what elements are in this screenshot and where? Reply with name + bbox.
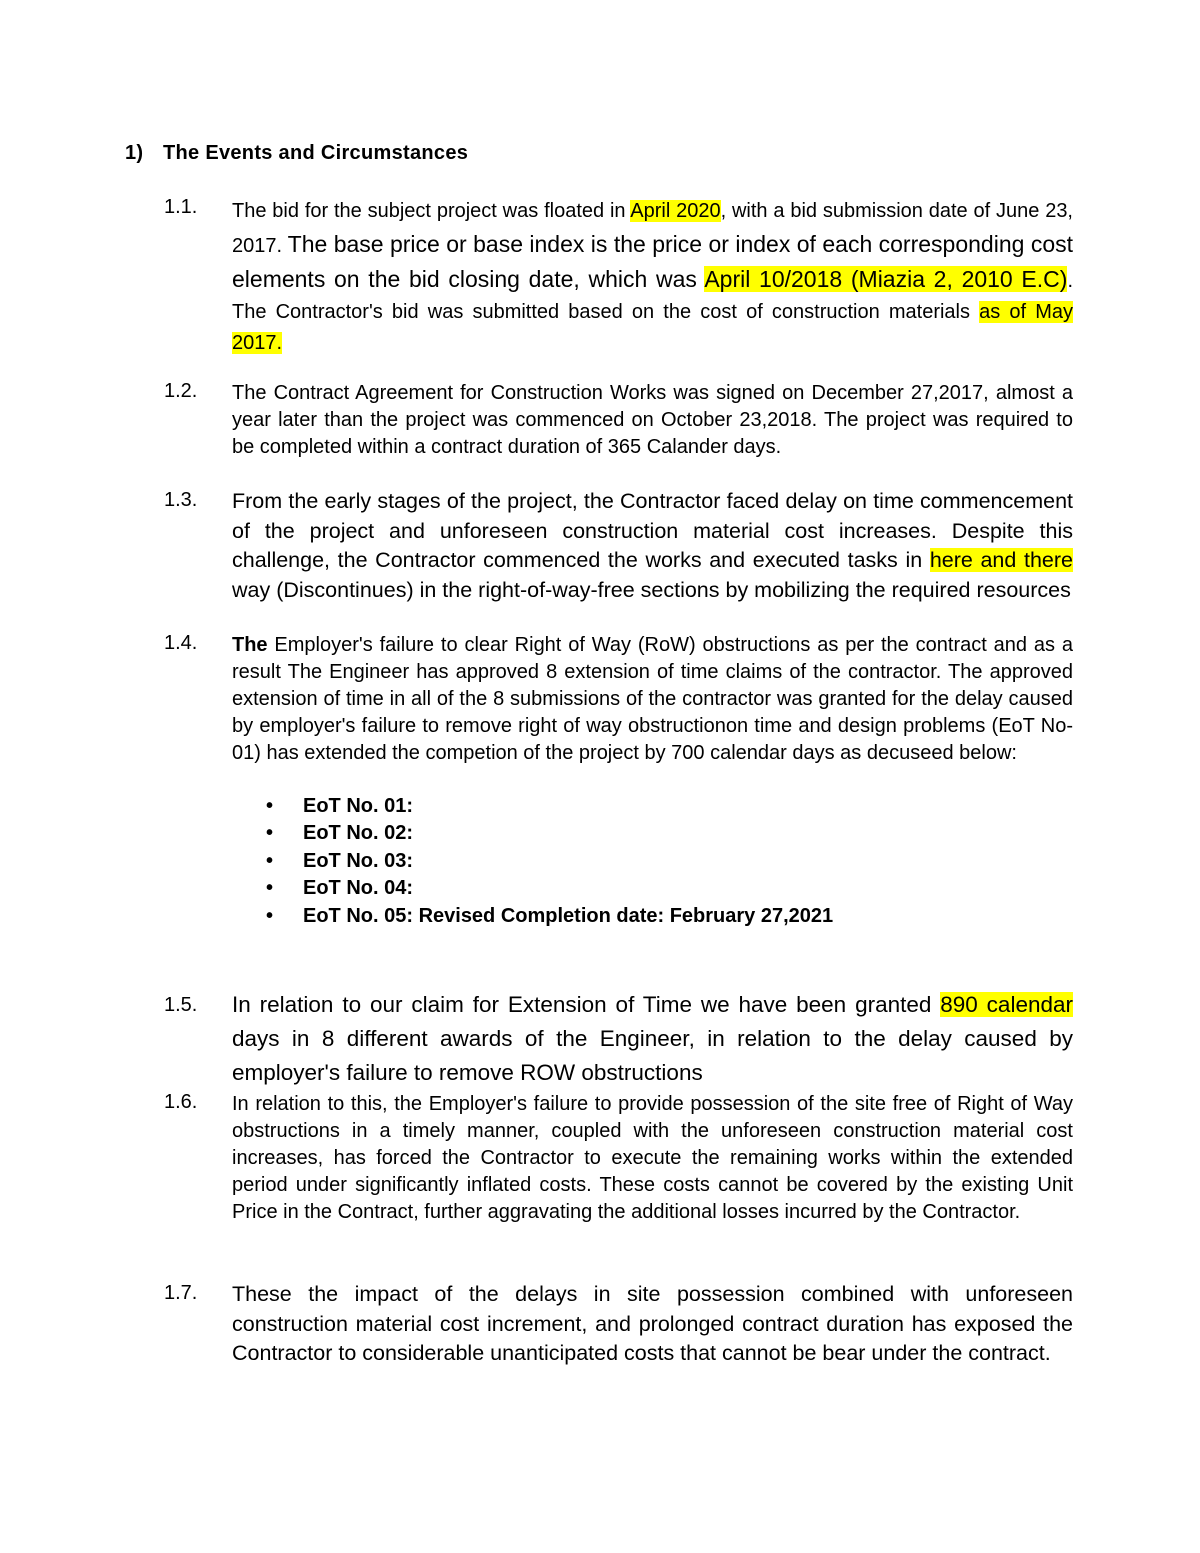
text-run: The base price or base index is the price or index of each corresponding cost elements on the bid closing date, which was xyxy=(232,231,1074,292)
paragraph-body: In relation to this, the Employer's failure to provide possession of the site free of Right of Way obstructions in a timely manner, coupled with the unforeseen construction material cost increases, has forced the Contractor to execute the remaining works within the extended period under significantly inflated costs. These costs cannot be covered by the existing Unit Price in the Contract, further aggravating the additional losses incurred by the Contractor. xyxy=(232,1093,1073,1223)
paragraph-number: 1.4. xyxy=(164,632,198,654)
paragraph-body xyxy=(232,632,1073,767)
list-item: • EoT No. 05: Revised Completion date: February 27,2021 xyxy=(266,905,834,927)
highlighted-text: here and there xyxy=(929,548,1073,572)
highlighted-text: April 10/2018 (Miazia 2, 2010 E.C) xyxy=(704,266,1068,292)
text-run: days in 8 different awards of the Engineer, in relation to the delay caused by employer's failure to remove ROW obstructions xyxy=(232,1026,1073,1085)
paragraph-number: 1.2. xyxy=(164,380,198,402)
bold-text: The xyxy=(232,634,268,656)
text-run: In relation to our claim for Extension of Time we have been granted xyxy=(232,992,941,1017)
text-run: The bid for the subject project was floated in xyxy=(232,200,631,222)
text-run: From the early stages of the project, the Contractor faced delay on time commencement of the project and unforeseen construction material cost increases. Despite this challenge, the Contractor commenced the works and executed tasks in xyxy=(232,489,1073,572)
paragraph-number: 1.7. xyxy=(164,1282,198,1304)
highlighted-text: 890 calendar xyxy=(940,992,1073,1017)
section-title: The Events and Circumstances xyxy=(163,142,469,164)
highlighted-text: as of May 2017. xyxy=(232,301,1073,354)
list-item: • EoT No. 02: xyxy=(266,822,414,844)
highlighted-text: April 2020 xyxy=(630,200,721,222)
text-run: Employer's failure to clear Right of Way (RoW) obstructions as per the contract and as a result The Engineer has approved 8 extension of time claims of the contractor. The approved extension of time in all of the 8 submissions of the contractor was granted for the delay caused by employer's failure to remove right of way obstructionon time and design problems (EoT No-01) has extended the competion of the project by 700 calendar days as decuseed below: xyxy=(232,634,1073,764)
paragraph-body: The Contract Agreement for Construction Works was signed on December 27,2017, almost a year later than the project was commenced on October 23,2018. The project was required to be completed within a contract duration of 365 Calander days. xyxy=(232,382,1073,458)
section-number: 1) xyxy=(125,142,144,164)
text-run: , with a bid submission date of June 23, 2017. xyxy=(232,200,1073,257)
text-run: . The Contractor's bid was submitted based on the cost of construction materials xyxy=(232,270,1073,323)
paragraph-number: 1.1. xyxy=(164,196,198,218)
list-item: • EoT No. 01: xyxy=(266,795,414,817)
paragraph-body xyxy=(232,988,1073,1090)
paragraph-number: 1.5. xyxy=(164,994,198,1016)
paragraph-body xyxy=(232,487,1073,605)
text-run: way (Discontinues) in the right-of-way-free sections by mobilizing the required resources xyxy=(232,577,1071,602)
list-item: • EoT No. 04: xyxy=(266,877,414,899)
paragraph-body xyxy=(232,196,1073,359)
section-heading xyxy=(125,142,468,165)
paragraph-number: 1.3. xyxy=(164,489,198,511)
paragraph-body: These the impact of the delays in site possession combined with unforeseen construction material cost increment, and prolonged contract duration has exposed the Contractor to considerable unanticipated costs that cannot be bear under the contract. xyxy=(232,1282,1073,1365)
list-item: • EoT No. 03: xyxy=(266,850,414,872)
paragraph-number: 1.6. xyxy=(164,1091,198,1113)
